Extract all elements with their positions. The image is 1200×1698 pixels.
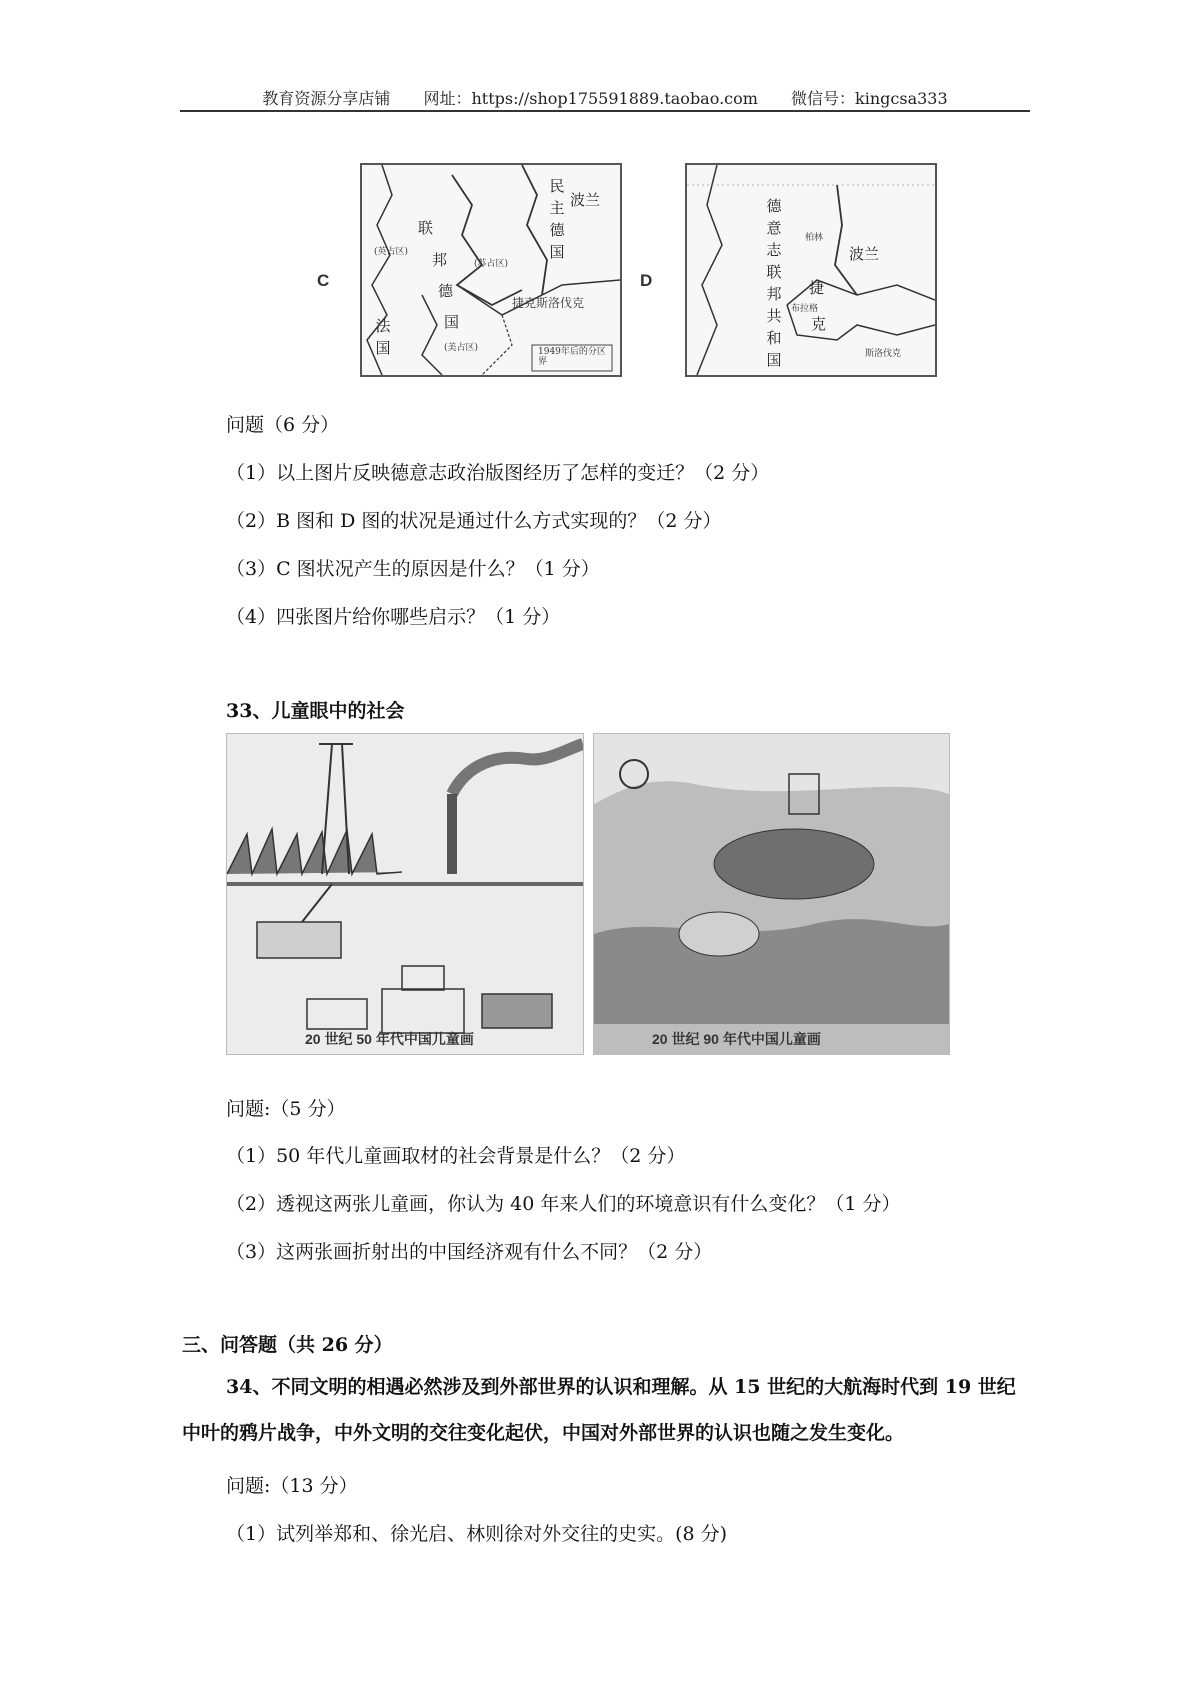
map-d [685,163,937,377]
map-d-poland: 波兰 [849,245,880,263]
map-c-label: C [317,271,330,290]
map-d-berlin: 柏林 [805,233,824,243]
map-d-prague: 布拉格 [791,304,819,314]
header-rule [180,110,1030,112]
map-c-legend: 1949年后的分区界 [538,347,606,367]
nature-drawing [594,734,949,1054]
q33-item-1: （1）50 年代儿童画取材的社会背景是什么？（2 分） [226,1145,686,1167]
q32-heading: 问题（6 分） [226,414,340,436]
map-c-zone-note-1: (英占区) [374,247,409,257]
header-url: 网址：https://shop175591889.taobao.com [423,89,758,108]
header-shop: 教育资源分享店铺 [262,89,391,108]
map-c-czech: 捷克斯洛伐克 [512,296,585,310]
q32-item-3: （3）C 图状况产生的原因是什么？（1 分） [226,558,600,580]
map-c-federal-3: 德 [438,282,454,300]
q33-title: 33、儿童眼中的社会 [226,700,405,722]
map-d-frg: 德意志联邦共和国 [766,197,782,369]
caption-1990s: 20 世纪 90 年代中国儿童画 [652,1031,821,1047]
q34-heading: 问题:（13 分） [226,1475,358,1497]
caption-1950s: 20 世纪 50 年代中国儿童画 [305,1031,474,1047]
q33-heading: 问题:（5 分） [226,1098,346,1120]
q34-item-1: （1）试列举郑和、徐光启、林则徐对外交往的史实。(8 分) [226,1523,728,1545]
q32-item-1: （1）以上图片反映德意志政治版图经历了怎样的变迁？（2 分） [226,462,770,484]
map-c-federal-1: 联 [418,219,434,237]
q34-text: 34、不同文明的相遇必然涉及到外部世界的认识和理解。从 15 世纪的大航海时代到 19 世纪中叶的鸦片战争，中外文明的交往变化起伏，中国对外部世界的认识也随之发生变化。 [182,1376,1016,1444]
page-header [180,86,1030,109]
q33-item-2: （2）透视这两张儿童画，你认为 40 年来人们的环境意识有什么变化？（1 分） [226,1193,901,1215]
map-d-czech-1: 捷 [809,279,825,297]
map-c-zone-note-3: (美占区) [444,343,479,353]
map-c-federal-4: 国 [444,313,460,331]
map-d-label: D [640,271,653,290]
map-c [360,163,622,377]
q32-item-2: （2）B 图和 D 图的状况是通过什么方式实现的？（2 分） [226,510,722,532]
children-drawing-1990s [593,733,950,1055]
header-wechat: 微信号：kingcsa333 [791,89,948,108]
map-c-poland: 波兰 [570,191,601,209]
factory-drawing [227,734,583,1054]
section3-title: 三、问答题（共 26 分） [182,1334,393,1356]
children-drawing-1950s [226,733,584,1055]
map-d-slovakia: 斯洛伐克 [865,349,902,359]
q32-item-4: （4）四张图片给你哪些启示？（1 分） [226,606,561,628]
map-d-czech-2: 克 [811,315,827,333]
q33-item-3: （3）这两张画折射出的中国经济观有什么不同？（2 分） [226,1241,713,1263]
map-c-democratic-germany: 民主德国 [549,177,565,261]
map-c-zone-note-2: (苏占区) [474,259,509,269]
map-c-federal-2: 邦 [432,251,448,269]
map-c-france: 法国 [375,317,391,357]
